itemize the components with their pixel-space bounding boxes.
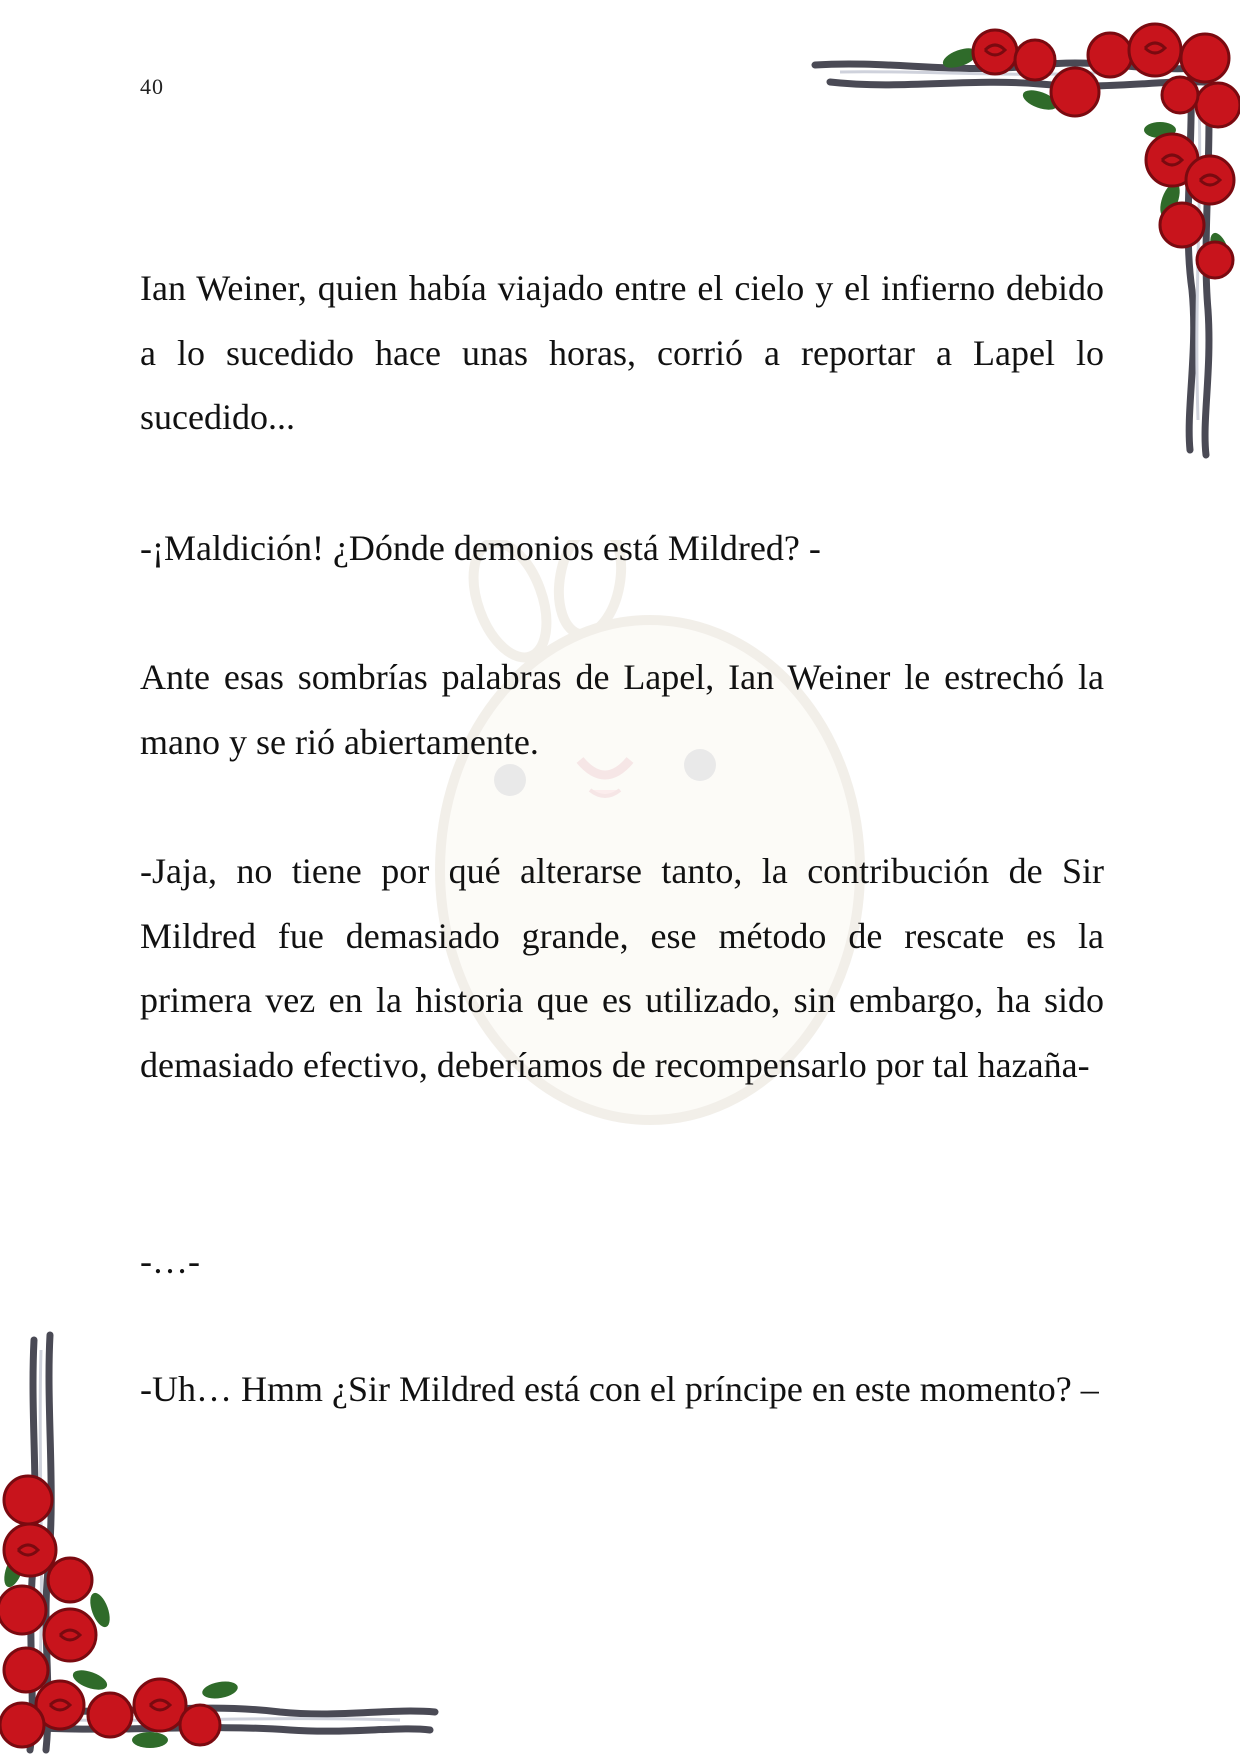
paragraph-5: -…- [140, 1241, 200, 1281]
paragraph-1: Ian Weiner, quien había viajado entre el cielo y el infierno debido a lo sucedido hace unas horas, corrió a reportar a Lapel lo sucedido... [140, 268, 1104, 437]
paragraph-2: -¡Maldición! ¿Dónde demonios está Mildred? - [140, 528, 821, 568]
page-number: 40 [140, 74, 164, 99]
paragraph-4: -Jaja, no tiene por qué alterarse tanto, la contribución de Sir Mildred fue demasiado grande, ese método de rescate es la primera vez en la historia que es utilizado, sin embargo, ha sido demasiado efectivo, deberíamos de recompensarlo por tal hazaña- [140, 851, 1104, 1085]
paragraph-3: Ante esas sombrías palabras de Lapel, Ian Weiner le estrechó la mano y se rió abiertamente. [140, 657, 1104, 762]
paragraph-6: -Uh… Hmm ¿Sir Mildred está con el príncipe en este momento? – [140, 1369, 1099, 1409]
